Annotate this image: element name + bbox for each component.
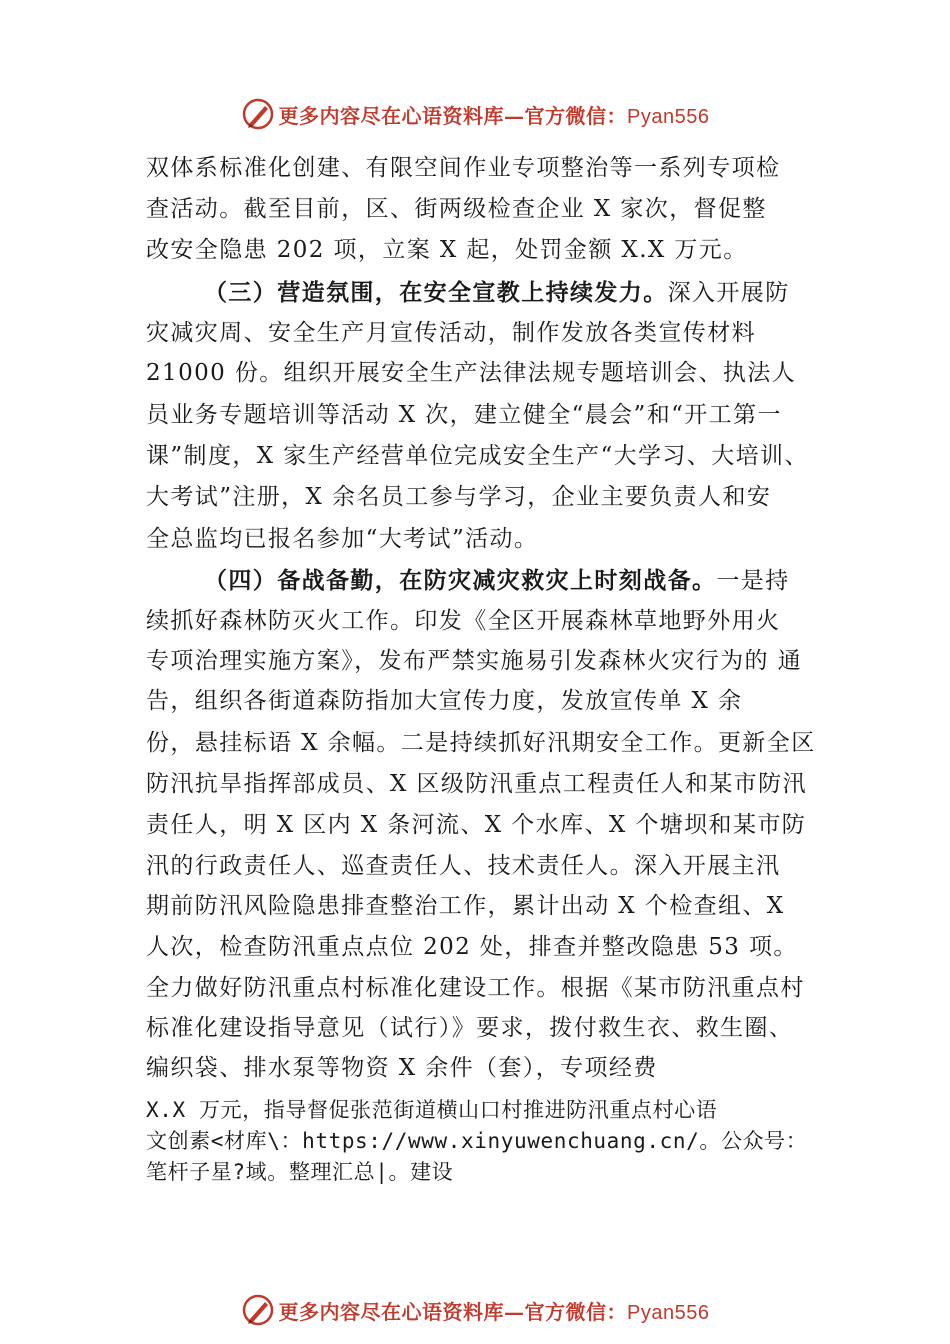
body-line: 告，组织各街道森防指加大宣传力度，发放宣传单 X 余 bbox=[146, 688, 743, 714]
body-line: 全总监均已报名参加“大考试”活动。 bbox=[146, 526, 539, 552]
section-heading-4-lead: 一是持 bbox=[716, 568, 790, 594]
pen-logo-icon bbox=[241, 97, 275, 131]
body-line: 编织袋、排水泵等物资 X 余件（套），专项经费 bbox=[146, 1055, 658, 1081]
body-line: 期前防汛风险隐患排查整治工作，累计出动 X 个检查组、X bbox=[146, 893, 785, 919]
body-line: 专项治理实施方案》，发布严禁实施易引发森林火灾行为的 通 bbox=[146, 648, 803, 674]
banner-contact-id: Pyan556 bbox=[627, 105, 710, 128]
banner-contact-id: Pyan556 bbox=[627, 1301, 710, 1324]
section-heading-4-title: （四）备战备勤，在防灾减灾救灾上时刻战备。 bbox=[204, 567, 717, 594]
body-line: 人次，检查防汛重点点位 202 处，排查并整改隐患 53 项。 bbox=[146, 934, 798, 960]
header-banner bbox=[0, 94, 950, 134]
body-line: 课”制度，X 家生产经营单位完成安全生产“大学习、大培训、 bbox=[146, 443, 809, 469]
footer-banner bbox=[0, 1290, 950, 1330]
body-line: 标准化建设指导意见（试行）》要求，拨付救生衣、救生圈、 bbox=[146, 1015, 794, 1041]
body-line: 笔杆子星?域。整理汇总|。建设 bbox=[146, 1160, 454, 1184]
body-line: 21000 份。组织开展安全生产法律法规专题培训会、执法人 bbox=[146, 360, 797, 386]
body-line: 双体系标准化创建、有限空间作业专项整治等一系列专项检 bbox=[146, 155, 781, 181]
banner-contact-label: 官方微信： bbox=[524, 103, 628, 128]
body-line: 员业务专题培训等活动 X 次，建立健全“晨会”和“开工第一 bbox=[146, 402, 782, 428]
banner-separator: — bbox=[504, 1299, 525, 1324]
section-heading-3-title: （三）营造氛围，在安全宣教上持续发力。 bbox=[204, 279, 668, 306]
banner-text bbox=[279, 100, 710, 129]
banner-contact-label: 官方微信： bbox=[524, 1299, 628, 1324]
body-line: 灾减灾周、安全生产月宣传活动，制作发放各类宣传材料 bbox=[146, 320, 756, 346]
body-line: 查活动。截至目前，区、街两级检查企业 X 家次，督促整 bbox=[146, 196, 767, 222]
body-line-url: 文创素<材库\：https://www.xinyuwenchuang.cn/。公众号： bbox=[146, 1129, 808, 1153]
body-line: 汛的行政责任人、巡查责任人、技术责任人。深入开展主汛 bbox=[146, 853, 781, 879]
body-line: 改安全隐患 202 项，立案 X 起，处罚金额 X.X 万元。 bbox=[146, 237, 748, 263]
body-line: 责任人，明 X 区内 X 条河流、X 个水库、X 个塘坝和某市防 bbox=[146, 812, 807, 838]
body-line: 份，悬挂标语 X 余幅。二是持续抓好汛期安全工作。更新全区 bbox=[146, 730, 816, 756]
body-line: X.X 万元，指导督促张范街道横山口村推进防汛重点村心语 bbox=[146, 1098, 718, 1122]
section-heading-3-lead: 深入开展防 bbox=[667, 280, 790, 306]
banner-brand: 更多内容尽在心语资料库 bbox=[278, 103, 505, 128]
body-line: 防汛抗旱指挥部成员、X 区级防汛重点工程责任人和某市防汛 bbox=[146, 771, 807, 797]
banner-text bbox=[279, 1296, 710, 1325]
banner-separator: — bbox=[504, 103, 525, 128]
body-line: 大考试”注册，X 余名员工参与学习，企业主要负责人和安 bbox=[146, 484, 772, 510]
section-heading-3 bbox=[204, 278, 790, 308]
section-heading-4 bbox=[204, 566, 790, 596]
pen-logo-icon bbox=[241, 1293, 275, 1327]
banner-brand: 更多内容尽在心语资料库 bbox=[278, 1299, 505, 1324]
body-line: 全力做好防汛重点村标准化建设工作。根据《某市防汛重点村 bbox=[146, 975, 805, 1001]
body-line: 续抓好森林防灭火工作。印发《全区开展森林草地野外用火 bbox=[146, 608, 781, 634]
